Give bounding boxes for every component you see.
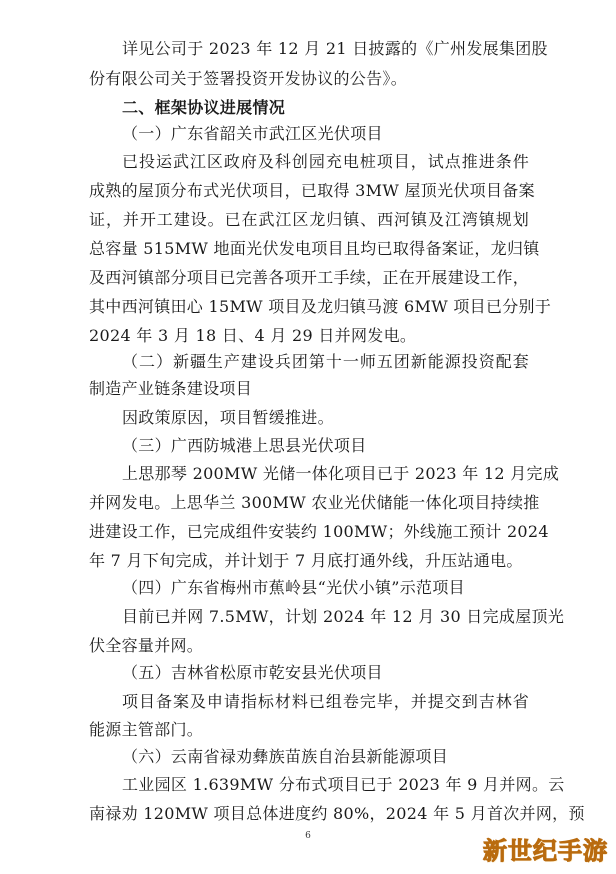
- subsection-heading: （一）广东省韶关市武江区光伏项目: [122, 124, 383, 143]
- paragraph-line: 并网发电。上思华兰 300MW 农业光伏储能一体化项目持续推: [89, 493, 540, 512]
- paragraph-line: 南禄劝 120MW 项目总体进度约 80%，2024 年 5 月首次并网，预: [89, 804, 585, 823]
- paragraph-line: 及西河镇部分项目已完善各项开工手续，正在开展建设工作，: [89, 268, 530, 287]
- paragraph-line: 能源主管部门。: [89, 720, 204, 739]
- subsection-heading: 制造产业链条建设项目: [89, 379, 253, 398]
- paragraph-line: 详见公司于 2023 年 12 月 21 日披露的《广州发展集团股: [122, 39, 548, 58]
- paragraph-line: 其中西河镇田心 15MW 项目及龙归镇马渡 6MW 项目已分别于: [89, 297, 552, 316]
- paragraph-line: 伏全容量并网。: [89, 636, 204, 655]
- subsection-heading: （六）云南省禄劝彝族苗族自治县新能源项目: [122, 747, 449, 766]
- paragraph-line: 2024 年 3 月 18 日、4 月 29 日并网发电。: [89, 326, 417, 345]
- paragraph-line: 份有限公司关于签署投资开发协议的公告》。: [89, 69, 408, 88]
- paragraph-line: 项目备案及申请指标材料已组卷完毕，并提交到吉林省: [122, 692, 529, 711]
- paragraph-line: 进建设工作，已完成组件安装约 100MW；外线施工预计 2024: [89, 522, 549, 541]
- section-heading: 二、框架协议进展情况: [122, 98, 286, 117]
- paragraph-line: 证，并开工建设。已在武江区龙归镇、西河镇及江湾镇规划: [89, 210, 529, 229]
- subsection-heading: （二）新疆生产建设兵团第十一师五团新能源投资配套: [122, 352, 529, 371]
- paragraph-line: 年 7 月下旬完成，并计划于 7 月底打通外线，升压站通电。: [89, 551, 523, 570]
- paragraph-line: 总容量 515MW 地面光伏发电项目且均已取得备案证，龙归镇: [89, 239, 540, 258]
- paragraph-line: 上思那琴 200MW 光储一体化项目已于 2023 年 12 月完成: [122, 464, 560, 483]
- paragraph-line: 成熟的屋顶分布式光伏项目，已取得 3MW 屋顶光伏项目备案: [89, 181, 535, 200]
- watermark-logo: 新世纪手游: [483, 837, 608, 865]
- subsection-heading: （四）广东省梅州市蕉岭县“光伏小镇”示范项目: [122, 578, 465, 597]
- page-number: 6: [305, 831, 311, 841]
- paragraph-line: 因政策原因，项目暂缓推进。: [122, 408, 334, 427]
- paragraph-line: 目前已并网 7.5MW，计划 2024 年 12 月 30 日完成屋顶光: [122, 607, 565, 626]
- paragraph-line: 工业园区 1.639MW 分布式项目已于 2023 年 9 月并网。云: [122, 775, 565, 794]
- subsection-heading: （三）广西防城港上思县光伏项目: [122, 436, 367, 455]
- paragraph-line: 已投运武江区政府及科创园充电桩项目，试点推进条件: [122, 152, 529, 171]
- subsection-heading: （五）吉林省松原市乾安县光伏项目: [122, 663, 383, 682]
